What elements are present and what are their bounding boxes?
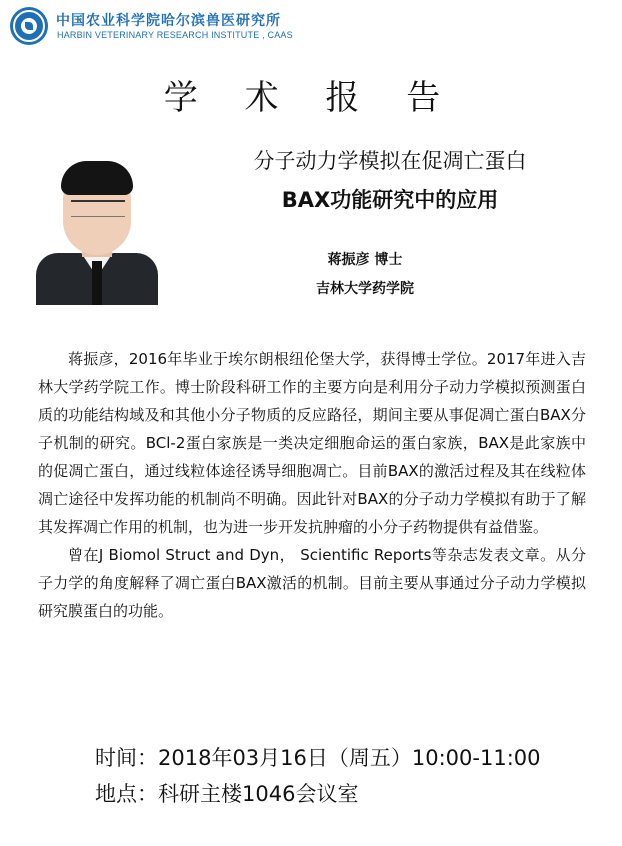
speaker-affiliation: 吉林大学药学院 <box>316 281 414 297</box>
photo-hair <box>61 161 133 195</box>
event-location: 地点：科研主楼1046会议室 <box>95 782 359 806</box>
event-time: 时间：2018年03月16日（周五）10:00-11:00 <box>95 746 541 770</box>
photo-tie <box>92 261 102 305</box>
speaker-photo <box>36 149 158 305</box>
talk-title-line-2: BAX功能研究中的应用 <box>281 188 499 212</box>
institute-name-english: HARBIN VETERINARY RESEARCH INSTITUTE , CAAS <box>57 30 293 40</box>
talk-title-line-1: 分子动力学模拟在促凋亡蛋白 <box>253 149 527 173</box>
speaker-name-title: 蒋振彦 博士 <box>327 252 403 268</box>
logo-leaf-icon <box>25 22 33 30</box>
institute-logo-icon <box>10 7 48 45</box>
speaker-bio <box>38 345 586 625</box>
institute-name-chinese: 中国农业科学院哈尔滨兽医研究所 <box>56 13 281 29</box>
bio-paragraph-2: 曾在J Biomol Struct and Dyn， Scientific Reports等杂志发表文章。从分子力学的角度解释了凋亡蛋白BAX激活的机制。目前主要从事通过分子动力学模拟研究膜蛋白的功能。 <box>38 546 586 620</box>
glasses-icon <box>71 200 125 217</box>
bio-paragraph-1: 蒋振彦，2016年毕业于埃尔朗根纽伦堡大学，获得博士学位。2017年进入吉林大学药学院工作。博士阶段科研工作的主要方向是利用分子动力学模拟预测蛋白质的功能结构域及和其他小分子物质的反应路径，期间主要从事促凋亡蛋白BAX分子机制的研究。BCl-2蛋白家族是一类决定细胞命运的蛋白家族，BAX是此家族中的促凋亡蛋白，通过线粒体途径诱导细胞凋亡。目前BAX的激活过程及其在线粒体凋亡途径中发挥功能的机制尚不明确。因此针对BAX的分子动力学模拟有助于了解其发挥凋亡作用的机制，也为进一步开发抗肿瘤的小分子药物提供有益借鉴。 <box>38 350 586 536</box>
report-heading: 学 术 报 告 <box>163 78 459 118</box>
